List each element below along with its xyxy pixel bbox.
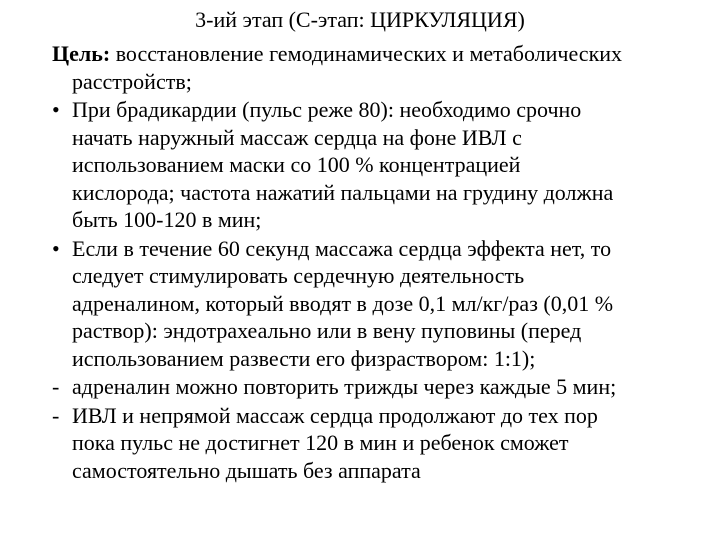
slide-title: 3-ий этап (С-этап: ЦИРКУЛЯЦИЯ) — [195, 7, 525, 32]
bullet-line: быть 100-120 в мин; — [72, 207, 262, 232]
bullet-line: начать наружный массаж сердца на фоне ИВЛ с — [72, 124, 522, 150]
goal-label: Цель: — [52, 41, 111, 66]
slide-content — [52, 40, 692, 485]
goal-line-2: расстройств; — [72, 68, 192, 94]
goal-text: восстановление гемодинамических и метаболических — [110, 41, 623, 66]
bullet-line: следует стимулировать сердечную деятельность — [72, 263, 525, 288]
dash-item — [52, 402, 692, 485]
dash-line: адреналин можно повторить трижды через каждые 5 мин; — [72, 374, 617, 399]
bullet-line: Если в течение 60 секунд массажа сердца эффекта нет, то — [72, 235, 612, 261]
dash-line: ИВЛ и непрямой массаж сердца продолжают до тех пор — [72, 402, 598, 428]
dash-marker: - — [52, 374, 60, 399]
dash-marker: - — [52, 402, 60, 428]
dash-line: пока пульс не достигнет 120 в мин и ребенок сможет — [72, 430, 569, 455]
bullet-line: адреналином, который вводят в дозе 0,1 мл/кг/раз (0,01 % — [72, 290, 614, 316]
bullet-item — [52, 235, 692, 373]
bullet-marker: • — [52, 97, 60, 122]
bullet-line: кислорода; частота нажатий пальцами на грудину должна — [72, 179, 614, 205]
dash-line: самостоятельно дышать без аппарата — [72, 457, 421, 483]
bullet-line: использованием развести его физраствором: 1:1); — [72, 345, 536, 371]
bullet-line: При брадикардии (пульс реже 80): необходимо срочно — [72, 97, 582, 122]
dash-item — [52, 373, 692, 401]
goal-paragraph — [52, 40, 692, 95]
goal-line-1 — [52, 40, 692, 68]
bullet-line: использованием маски со 100 % концентрацией — [72, 152, 521, 177]
bullet-marker: • — [52, 235, 60, 261]
bullet-item — [52, 96, 692, 234]
bullet-line: раствор): эндотрахеально или в вену пуповины (перед — [72, 318, 582, 343]
